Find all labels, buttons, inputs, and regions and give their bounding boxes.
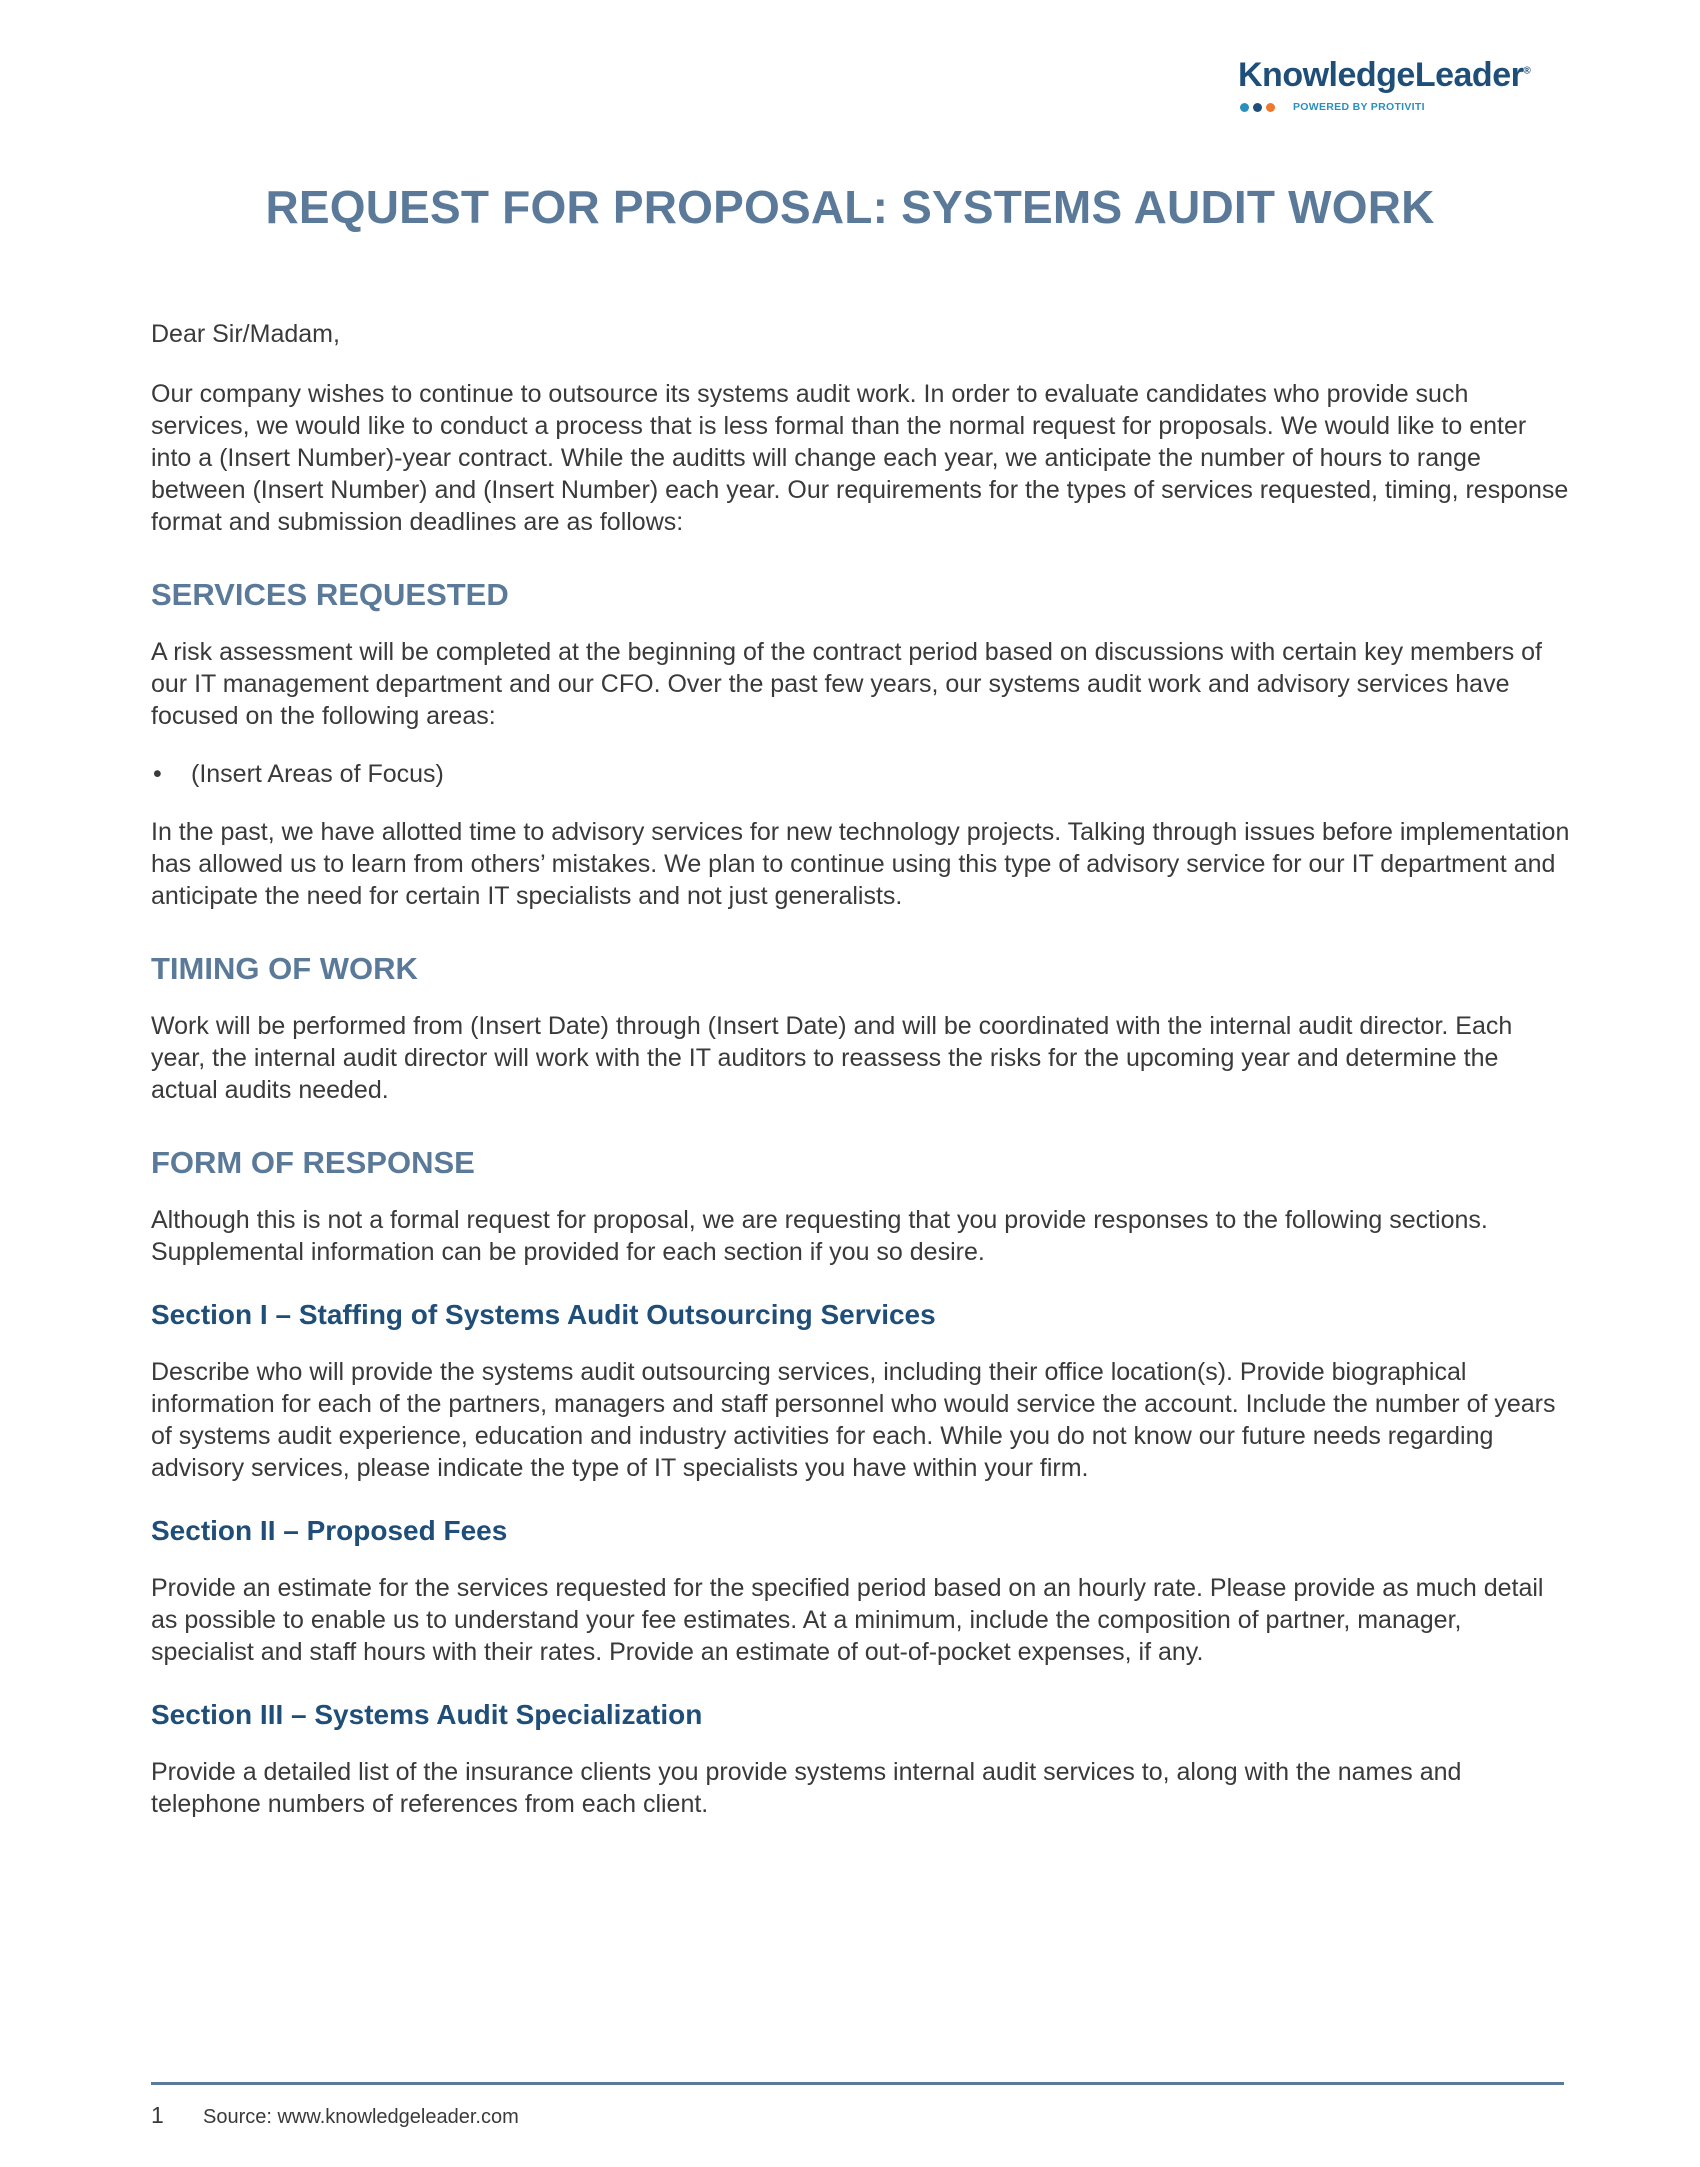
section-2-heading: Section II – Proposed Fees bbox=[151, 1515, 508, 1546]
document-body bbox=[151, 318, 1571, 1820]
page-number: 1 bbox=[151, 2102, 164, 2128]
intro-paragraph: Our company wishes to continue to outsource its systems audit work. In order to evaluate candidates who provide such services, we would like to conduct a process that is less formal than the normal request for proposals. We would like to enter into a (Insert Number)-year contract. While the auditts will change each year, we anticipate the number of hours to range between (Insert Number) and (Insert Number) each year. Our requirements for the types of services requested, timing, response format and submission deadlines are as follows: bbox=[151, 380, 1569, 536]
section-1-heading: Section I – Staffing of Systems Audit Outsourcing Services bbox=[151, 1299, 936, 1330]
section-2-text: Provide an estimate for the services requested for the specified period based on an hourly rate. Please provide as much detail as possible to enable us to understand your fee estimates. At a minimum, include the composition of partner, manager, specialist and staff hours with their rates. Provide an estimate of out-of-pocket expenses, if any. bbox=[151, 1574, 1544, 1666]
knowledgeleader-logo bbox=[1238, 56, 1568, 113]
services-paragraph-2: In the past, we have allotted time to advisory services for new technology projects. Talking through issues before implementation has allowed us to learn from others’ mistakes. We plan to continue using this type of advisory service for our IT department and anticipate the need for certain IT specialists and not just generalists. bbox=[151, 818, 1570, 910]
bullet-mark: • bbox=[153, 760, 162, 788]
footer bbox=[151, 2102, 519, 2129]
section-1-text: Describe who will provide the systems audit outsourcing services, including their office location(s). Provide biographical information for each of the partners, managers and staff personnel who would service the account. Include the number of years of systems audit experience, education and industry activities for each. While you do not know our future needs regarding advisory services, please indicate the type of IT specialists you have within your firm. bbox=[151, 1358, 1556, 1482]
logo-dot-orange bbox=[1266, 103, 1275, 112]
salutation: Dear Sir/Madam, bbox=[151, 320, 340, 348]
source-text: Source: www.knowledgeleader.com bbox=[203, 2106, 519, 2128]
focus-list-item-text: (Insert Areas of Focus) bbox=[191, 760, 444, 788]
trademark-symbol: ® bbox=[1523, 65, 1531, 77]
logo-dots-icon bbox=[1240, 103, 1275, 112]
timing-paragraph: Work will be performed from (Insert Date) through (Insert Date) and will be coordinated with the internal audit director. Each year, the internal audit director will work with the IT auditors to reassess the risks for the upcoming year and determine the actual audits needed. bbox=[151, 1012, 1513, 1104]
logo-dot-blue bbox=[1240, 103, 1249, 112]
document-title: REQUEST FOR PROPOSAL: SYSTEMS AUDIT WORK bbox=[265, 181, 1435, 233]
response-heading: FORM OF RESPONSE bbox=[151, 1145, 475, 1180]
section-3-text: Provide a detailed list of the insurance clients you provide systems internal audit services to, along with the names and telephone numbers of references from each client. bbox=[151, 1758, 1462, 1818]
section-3-heading: Section III – Systems Audit Specialization bbox=[151, 1699, 703, 1730]
footer-divider bbox=[151, 2082, 1564, 2085]
response-paragraph: Although this is not a formal request for proposal, we are requesting that you provide responses to the following sections. Supplemental information can be provided for each section if you so desire. bbox=[151, 1206, 1488, 1266]
services-heading: SERVICES REQUESTED bbox=[151, 577, 509, 612]
timing-heading: TIMING OF WORK bbox=[151, 951, 418, 986]
logo-dot-navy bbox=[1253, 103, 1262, 112]
focus-list-item bbox=[151, 758, 1571, 790]
services-paragraph-1: A risk assessment will be completed at the beginning of the contract period based on discussions with certain key members of our IT management department and our CFO. Over the past few years, our systems audit work and advisory services have focused on the following areas: bbox=[151, 638, 1542, 730]
logo-powered-by: POWERED BY PROTIVITI bbox=[1293, 101, 1425, 113]
logo-wordmark: KnowledgeLeader® bbox=[1238, 56, 1531, 94]
